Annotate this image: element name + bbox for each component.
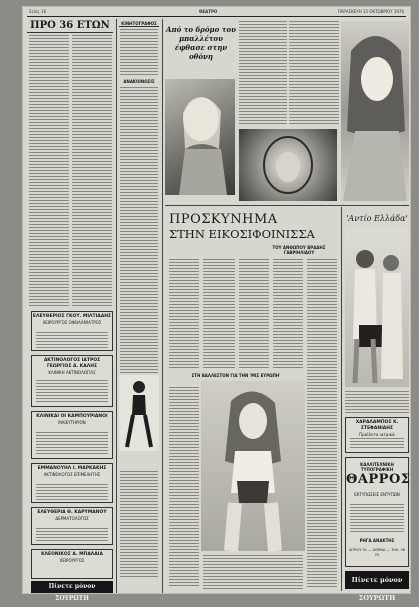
col-history-heading: ΠΡΟ 36 ΕΤΩΝ — [27, 19, 113, 33]
photo-actress-3 — [341, 21, 409, 201]
ad-tharros-body: ΕΚΤΥΠΩΣΕΙΣ ΕΝΤΥΠΩΝ — [354, 492, 400, 497]
main-text-e — [307, 259, 337, 589]
photo-actress-2 — [239, 129, 337, 201]
col-history — [27, 19, 113, 309]
ad-subtitle: ΚΛΙΝΙΚΗ ΑΚΤΙΝΟΛΟΓΙΑΣ — [48, 370, 96, 375]
main-text-f — [169, 387, 199, 587]
ad-tharros-top: ΚΑΛΛΙΤΕΧΝΙΚΗ ΤΥΠΟΓΡΑΦΙΚΗ — [360, 462, 394, 472]
col-cinema-sub: ΑΝΑΚΟΙΝΩΣΙΣ — [123, 79, 155, 84]
main-text-b — [203, 259, 235, 369]
ad-title: ΚΛΕΟΝΙΚΟΣ Α. ΜΠΑΛΑΙΑ — [41, 552, 103, 557]
ad-clinic — [31, 411, 113, 459]
ad-radiologist — [31, 355, 113, 407]
column-rule — [341, 207, 342, 591]
ad-title: ΑΚΤΙΝΟΛΟΓΟΣ ΙΑΤΡΟΣ ΓΕΩΡΓΙΟΣ Α. ΚΑΛΗΣ — [43, 358, 101, 369]
ad-subtitle: ΧΕΙΡΟΥΡΓΟΣ ΟΦΘΑΛΜΙΑΤΡΟΣ — [42, 320, 102, 325]
main-photo-caption: ΣΤΗ ΒΑΛΛΕΣΤΟΝ ΓΙΑ ΤΗΝ 'ΜΙΣ ΕΥΡΩΠΗ' — [191, 373, 281, 378]
ad-subtitle: ΑΚΤΙΝΟΛΟΓΟΣ ΕΠΙΜΕΛΗΤΗΣ — [43, 472, 101, 477]
ad-title: ΧΑΡΑΛΑΜΠΟΣ Κ. ΣΤΕΦΑΝΙΔΗΣ — [355, 420, 399, 431]
ad-tharros-address: ΑΓΡΙΟΥ 31 — ΑΘΗΝΑ — ΤΗΛ. 36 25 — [348, 548, 406, 557]
page-number: Σελίς 16 — [29, 9, 47, 14]
col-cinema-heading: ΚΙΝΗΤΟΓΡΑΦΟΣ — [119, 21, 159, 27]
ad-subtitle: ΔΕΡΜΑΤΟΛΟΓΟΣ — [55, 516, 89, 521]
ad-title: ΕΜΜΑΝΟΥΗΛ Ι. ΜΑΡΚΑΚΗΣ — [37, 466, 107, 471]
issue-date: ΠΑΡΑΣΚΕΥΗ 15 ΟΚΤΩΒΡΙΟΥ 1976 — [337, 9, 404, 14]
main-text-g — [203, 555, 303, 589]
ad-subtitle: ΧΕΙΡΟΥΡΓΟΣ — [59, 558, 85, 563]
ad-stefanidis — [345, 417, 409, 453]
photo-miss-europe — [201, 381, 305, 551]
footer-ad-left: Πίνετε μόνον ΣΟΥΡΩΤΗ — [31, 581, 113, 593]
ad-subtitle: Προϊόντα ιατρικά — [359, 432, 395, 437]
publication-name: ΘΕΑΤΡΟ — [199, 9, 218, 14]
photo-farewell — [345, 229, 409, 387]
main-headline-2: ΣΤΗΝ ΕΙΚΟΣΙΦΟΙΝΙΣΣΑ — [169, 227, 315, 241]
ad-dermatologist — [31, 507, 113, 545]
ad-subtitle: ΜΑΙΕΥΤΗΡΙΟΝ — [58, 420, 86, 425]
right-text — [345, 391, 409, 413]
right-headline: 'Αντίο Ελλάδα' — [346, 214, 408, 223]
ad-tharros-name: ΘΑΡΡΟΣ — [346, 472, 411, 487]
article-top-headline: Από το δρόμο του μπαλλέτου έφθασε στην οθόνη — [166, 25, 236, 61]
main-text-d — [273, 259, 303, 369]
col-history-text-a — [29, 35, 69, 307]
article-top-headline-box — [165, 21, 237, 77]
ad-ophthalmologist — [31, 311, 113, 351]
photo-dancer-small — [119, 375, 159, 451]
footer-ad-right: Πίνετε μόνον ΣΟΥΡΩΤΗ — [345, 571, 409, 589]
ad-tharros-printing — [345, 457, 409, 567]
ad-surgeon — [31, 549, 113, 579]
header-rule — [27, 16, 406, 17]
col-history-text-b — [72, 35, 112, 307]
ad-title: ΕΛΕΥΘΕΡΙΟΣ ΓΚΟΥ. ΜΙΛΤΙΑΔΗΣ — [32, 314, 112, 319]
article-top-text-a — [239, 21, 287, 125]
main-text-c — [239, 259, 269, 369]
main-headline-1: ΠΡΟΣΚΥΝΗΜΑ — [169, 212, 278, 227]
photo-actress-1 — [165, 79, 235, 195]
main-text-a — [169, 259, 199, 369]
col-cinema — [119, 21, 159, 581]
column-rule — [162, 19, 163, 593]
main-byline: ΤΟΥ ΑΝΘΩΠΟΥ ΒΡΑΔΗΣ ΓΑΒΡΙΗΛΙΔΟΥ — [272, 245, 326, 255]
ad-title: ΕΛΕΥΘΕΡΙΑ Θ. ΚΑΡΥΜΑΝΟΥ — [37, 510, 107, 515]
ad-markakis — [31, 463, 113, 503]
ad-title: ΚΛΙΝΙΚΑΙ ΟΙ ΚΑΜΠΟΥΡΙΑΝΟΙ — [36, 414, 108, 419]
section-rule — [165, 205, 409, 206]
newspaper-page — [22, 6, 411, 602]
ad-tharros-owner: ΡΗΓΑ ΑΝΑΚΤΗΣ — [359, 538, 395, 543]
article-top-text-b — [289, 21, 339, 125]
column-rule — [116, 19, 117, 593]
